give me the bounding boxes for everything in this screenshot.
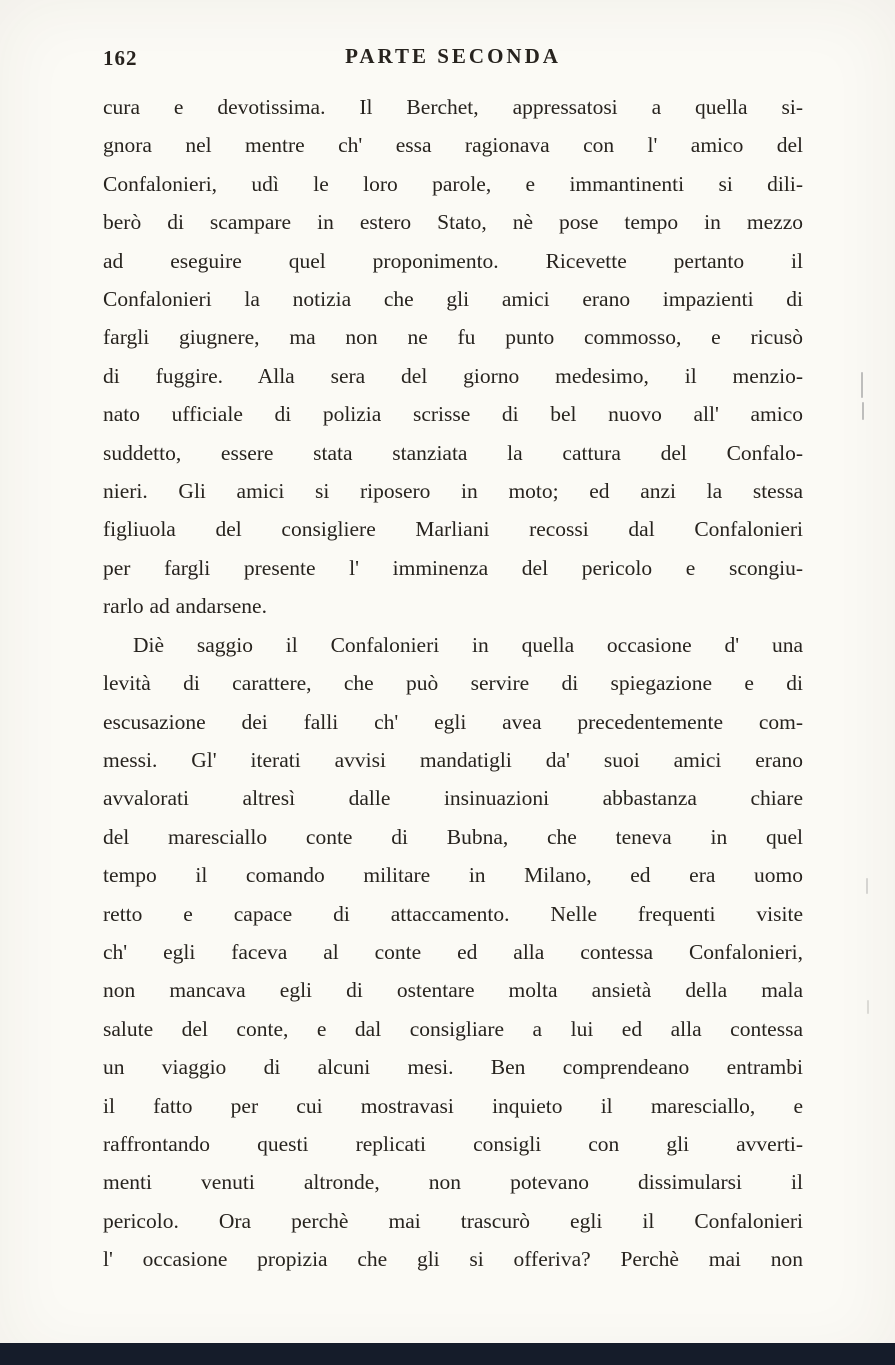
paragraph: [103, 88, 803, 626]
text-line: berò di scampare in estero Stato, nè pose tempo in mezzo: [103, 210, 803, 235]
text-line: tempo il comando militare in Milano, ed era uomo: [103, 863, 803, 888]
text-line: pericolo. Ora perchè mai trascurò egli il Confalonieri: [103, 1208, 803, 1233]
text-line: menti venuti altronde, non potevano dissimularsi il: [103, 1170, 803, 1195]
page-body: [103, 88, 803, 1279]
text-line: figliuola del consigliere Marliani recossi dal Confalonieri: [103, 517, 803, 542]
text-line: raffrontando questi replicati consigli con gli avverti-: [103, 1131, 803, 1156]
text-line: Confalonieri la notizia che gli amici erano impazienti di: [103, 287, 803, 312]
text-line: salute del conte, e dal consigliare a lui ed alla contessa: [103, 1016, 803, 1041]
text-line: avvalorati altresì dalle insinuazioni abbastanza chiare: [103, 786, 803, 811]
scan-artifact: [861, 372, 863, 398]
running-header-title: PARTE SECONDA: [345, 44, 561, 68]
page-header: [103, 44, 803, 78]
text-line: escusazione dei falli ch' egli avea precedentemente com-: [103, 709, 803, 734]
text-line: del maresciallo conte di Bubna, che teneva in quel: [103, 824, 803, 849]
text-line: retto e capace di attaccamento. Nelle frequenti visite: [103, 901, 803, 926]
text-line: gnora nel mentre ch' essa ragionava con l' amico del: [103, 133, 803, 158]
text-line: il fatto per cui mostravasi inquieto il maresciallo, e: [103, 1093, 803, 1118]
text-line: ch' egli faceva al conte ed alla contessa Confalonieri,: [103, 939, 803, 964]
text-line: nieri. Gli amici si riposero in moto; ed anzi la stessa: [103, 479, 803, 504]
scan-edge-bar: [0, 1343, 895, 1365]
text-line: rarlo ad andarsene.: [103, 594, 267, 619]
text-line: ad eseguire quel proponimento. Ricevette pertanto il: [103, 248, 803, 273]
scan-artifact: [862, 402, 864, 420]
text-line: cura e devotissima. Il Berchet, appressatosi a quella si-: [103, 95, 803, 119]
text-line: non mancava egli di ostentare molta ansietà della mala: [103, 978, 803, 1003]
text-line: per fargli presente l' imminenza del pericolo e scongiu-: [103, 555, 803, 580]
text-line: Diè saggio il Confalonieri in quella occasione d' una: [133, 632, 803, 657]
text-line: l' occasione propizia che gli si offeriva? Perchè mai non: [103, 1247, 803, 1272]
text-line: di fuggire. Alla sera del giorno medesimo, il menzio-: [103, 363, 803, 388]
paragraph: [103, 626, 803, 1279]
scan-artifact: [867, 1000, 869, 1014]
text-line: levità di carattere, che può servire di spiegazione e di: [103, 671, 803, 696]
text-line: Confalonieri, udì le loro parole, e immantinenti si dili-: [103, 171, 803, 196]
text-line: messi. Gl' iterati avvisi mandatigli da' suoi amici erano: [103, 747, 803, 772]
text-line: un viaggio di alcuni mesi. Ben comprendeano entrambi: [103, 1055, 803, 1080]
page-number: 162: [103, 46, 138, 70]
scan-artifact: [866, 878, 868, 894]
text-line: nato ufficiale di polizia scrisse di bel nuovo all' amico: [103, 402, 803, 427]
text-line: suddetto, essere stata stanziata la cattura del Confalo-: [103, 440, 803, 465]
text-line: fargli giugnere, ma non ne fu punto commosso, e ricusò: [103, 325, 803, 350]
